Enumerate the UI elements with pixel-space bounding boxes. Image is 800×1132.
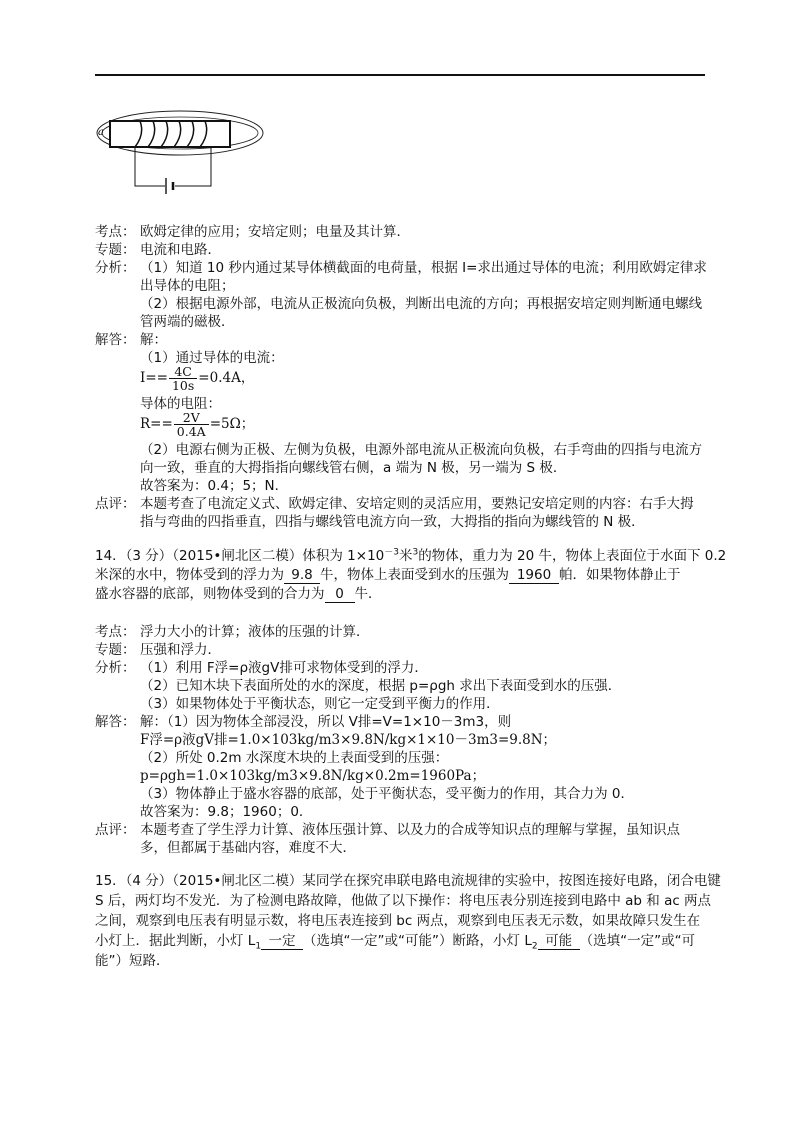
dianping-label: 点评： [95, 822, 136, 838]
dianping-label: 点评： [95, 496, 136, 512]
jieda-line: 导体的电阻： [140, 396, 221, 412]
jieda-line: F浮=ρ液gV排=1.0×103kg/m3×9.8N/kg×1×10－3m3=9.8N； [140, 732, 557, 748]
jieda-line: （1）通过导体的电流： [140, 350, 284, 366]
fenxi-label: 分析： [95, 260, 136, 276]
fenxi-line: （2）根据电源外部，电流从正极流向负极，判断出电流的方向；再根据安培定则判断通电螺线 [140, 296, 703, 312]
dianping-line: 指与弯曲的四指垂直，四指与螺线管电流方向一致，大拇指的指向为螺线管的 N 极． [140, 514, 645, 530]
zhuanti-label: 专题： [95, 642, 136, 658]
q15-stem-line: 小灯上．据此判断，小灯 $L_1$ 一定 （选填“一定”或“可能”）断路，小灯 $L_2$ 可能 （选填“一定”或“可 [95, 933, 696, 952]
kaodian-label: 考点： [95, 624, 136, 640]
jieda-line: 解：（1）因为物体全部浸没，所以 V排=V=1×10－3m3，则 [140, 714, 512, 730]
fenxi-label: 分析： [95, 660, 136, 676]
fenxi-line: 管两端的磁极． [140, 314, 235, 330]
zhuanti-text: 压强和浮力． [140, 642, 221, 658]
jieda-line: （2）所处 0.2m 水深度木块的上表面受到的压强： [140, 750, 449, 766]
jieda-label: 解答： [95, 332, 136, 348]
zhuanti-text: 电流和电路． [140, 242, 221, 258]
fenxi-line: （1）知道 10 秒内通过某导体横截面的电荷量，根据 I=求出通过导体的电流；利用欧姆定律求 [140, 260, 707, 276]
jieda-label: 解答： [95, 714, 136, 730]
dianping-line: 本题考查了学生浮力计算、液体压强计算、以及力的合成等知识点的理解与掌握，虽知识点 [140, 822, 680, 838]
answer-line: 故答案为：0.4；5；N． [140, 478, 289, 494]
fenxi-line: （3）如果物体处于平衡状态，则它一定受到平衡力的作用． [140, 696, 500, 712]
q15-blank-1: 一定 [261, 933, 303, 950]
dianping-line: 多，但都属于基础内容，难度不大． [140, 840, 356, 856]
q14-stem-line: 14．（3 分）（2015•闸北区二模）体积为 $1\times 10^{-3}$米$^3$的物体，重力为 20 牛，物体上表面位于水面下 0.2 [95, 547, 727, 564]
jieda-line: 向一致，垂直的大拇指指向螺线管右侧，a 端为 N 极，另一端为 S 极． [140, 460, 567, 476]
current-formula: I== $\frac{4C}{10s}$ =0.4A， [140, 364, 255, 393]
q15-blank-2: 可能 [538, 933, 580, 950]
fenxi-line: （1）利用 F浮=ρ液gV排可求物体受到的浮力． [140, 660, 428, 676]
solenoid-diagram [95, 98, 265, 198]
jieda-line: （2）电源右侧为正极、左侧为负极，电源外部电流从正极流向负极，右手弯曲的四指与电流方 [140, 442, 703, 458]
q14-stem-line: 米深的水中，物体受到的浮力为 9.8 牛，物体上表面受到水的压强为 1960 帕．如果物体静止于 [95, 567, 681, 583]
kaodian-label: 考点： [95, 224, 136, 240]
jieda-line: p=ρgh=1.0×103kg/m3×9.8N/kg×0.2m=1960Pa； [140, 768, 486, 784]
q15-stem-line: 之间，观察到电压表有明显示数，将电压表连接到 bc 两点，观察到电压表无示数，如果故障只发生在 [95, 913, 701, 929]
diagram-label-a: a [98, 127, 104, 138]
header-rule [95, 74, 705, 76]
answer-line: 故答案为：9.8；1960；0． [140, 804, 313, 820]
q15-stem-line: 能”）短路． [95, 953, 170, 969]
q15-stem-line: 15．（4 分）（2015•闸北区二模）某同学在探究串联电路电流规律的实验中，按图连接好电路，闭合电键 [95, 873, 721, 889]
q14-blank-1: 9.8 [284, 567, 320, 584]
jieda-line: （3）物体静止于盛水容器的底部，处于平衡状态，受平衡力的作用，其合力为 0． [140, 786, 634, 802]
dianping-line: 本题考查了电流定义式、欧姆定律、安培定则的灵活应用，要熟记安培定则的内容：右手大拇 [140, 496, 694, 512]
fenxi-line: 出导体的电阻； [140, 278, 235, 294]
resistance-formula: R== $\frac{2V}{0.4A}$ =5Ω； [140, 410, 255, 439]
q14-blank-2: 1960 [509, 567, 559, 584]
jieda-line: 解： [140, 332, 167, 348]
q14-blank-3: 0 [325, 586, 355, 603]
q14-stem-line: 盛水容器的底部，则物体受到的合力为 0 牛． [95, 586, 382, 602]
q15-stem-line: S 后，两灯均不发光．为了检测电路故障，他做了以下操作：将电压表分别连接到电路中 ab 和 ac 两点 [95, 893, 712, 909]
kaodian-text: 浮力大小的计算；液体的压强的计算． [140, 624, 370, 640]
kaodian-text: 欧姆定律的应用；安培定则；电量及其计算． [140, 224, 410, 240]
fenxi-line: （2）已知木块下表面所处的水的深度，根据 p=ρgh 求出下表面受到水的压强． [140, 678, 622, 694]
zhuanti-label: 专题： [95, 242, 136, 258]
